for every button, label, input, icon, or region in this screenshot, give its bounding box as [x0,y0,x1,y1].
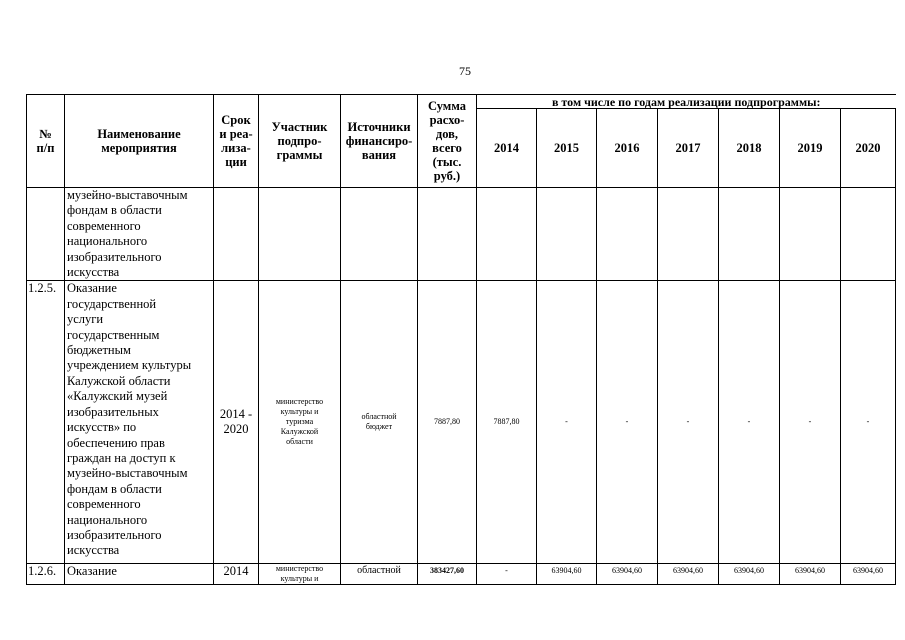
row-year-2014 [477,188,537,281]
row-year-2017 [658,188,719,281]
header-name: Наименование мероприятия [65,95,214,188]
row-num: 1.2.6. [27,564,65,585]
row-year-2015: 63904,60 [537,564,597,585]
row-sum [418,188,477,281]
row-num: 1.2.5. [27,281,65,564]
row-sum: 7887,80 [418,281,477,564]
row-participant [259,188,341,281]
row-name: музейно-выставочным фондам в области современного национального изобразительного искусства [65,188,214,281]
row-num [27,188,65,281]
header-term: Срок и реа- лиза- ции [214,95,259,188]
table-row [27,281,896,564]
row-term: 2014 - 2020 [214,281,259,564]
header-year-2017: 2017 [658,109,719,188]
row-year-2014: 7887,80 [477,281,537,564]
row-year-2019 [780,188,841,281]
row-year-2018 [719,188,780,281]
table-row [27,188,896,281]
header-source: Источники финансиро- вания [341,95,418,188]
row-source: областной [341,564,418,585]
row-year-2019: - [780,281,841,564]
header-participant: Участник подпро- граммы [259,95,341,188]
row-year-2020 [841,188,896,281]
row-source [341,188,418,281]
row-term [214,188,259,281]
row-term: 2014 [214,564,259,585]
row-year-2015: - [537,281,597,564]
row-sum: 383427,60 [418,564,477,585]
row-year-2017: - [658,281,719,564]
row-year-2014: - [477,564,537,585]
table-row [27,564,896,585]
row-name: Оказание [65,564,214,585]
row-year-2016 [597,188,658,281]
row-year-2017: 63904,60 [658,564,719,585]
row-year-2016: 63904,60 [597,564,658,585]
header-year-2020: 2020 [841,109,896,188]
header-year-2016: 2016 [597,109,658,188]
row-source: областной бюджет [341,281,418,564]
program-table [26,94,896,585]
header-sum: Сумма расхо- дов, всего (тыс. руб.) [418,95,477,188]
header-year-2019: 2019 [780,109,841,188]
page-number: 75 [459,64,471,78]
header-years-group: в том числе по годам реализации подпрограммы: [477,95,896,109]
row-year-2018: - [719,281,780,564]
row-year-2020: 63904,60 [841,564,896,585]
row-year-2019: 63904,60 [780,564,841,585]
header-year-2018: 2018 [719,109,780,188]
header-year-2014: 2014 [477,109,537,188]
row-year-2020: - [841,281,896,564]
row-year-2015 [537,188,597,281]
row-participant: министерство культуры и [259,564,341,585]
row-participant: министерство культуры и туризма Калужской области [259,281,341,564]
row-year-2016: - [597,281,658,564]
row-year-2018: 63904,60 [719,564,780,585]
row-name: Оказание государственной услуги государственным бюджетным учреждением культуры Калужской области «Калужский музей изобразительных искусств» по обеспечению прав граждан на доступ к музейно-выставочным фондам в области современного национального изобразительного искусства [65,281,214,564]
header-num: № п/п [27,95,65,188]
header-year-2015: 2015 [537,109,597,188]
